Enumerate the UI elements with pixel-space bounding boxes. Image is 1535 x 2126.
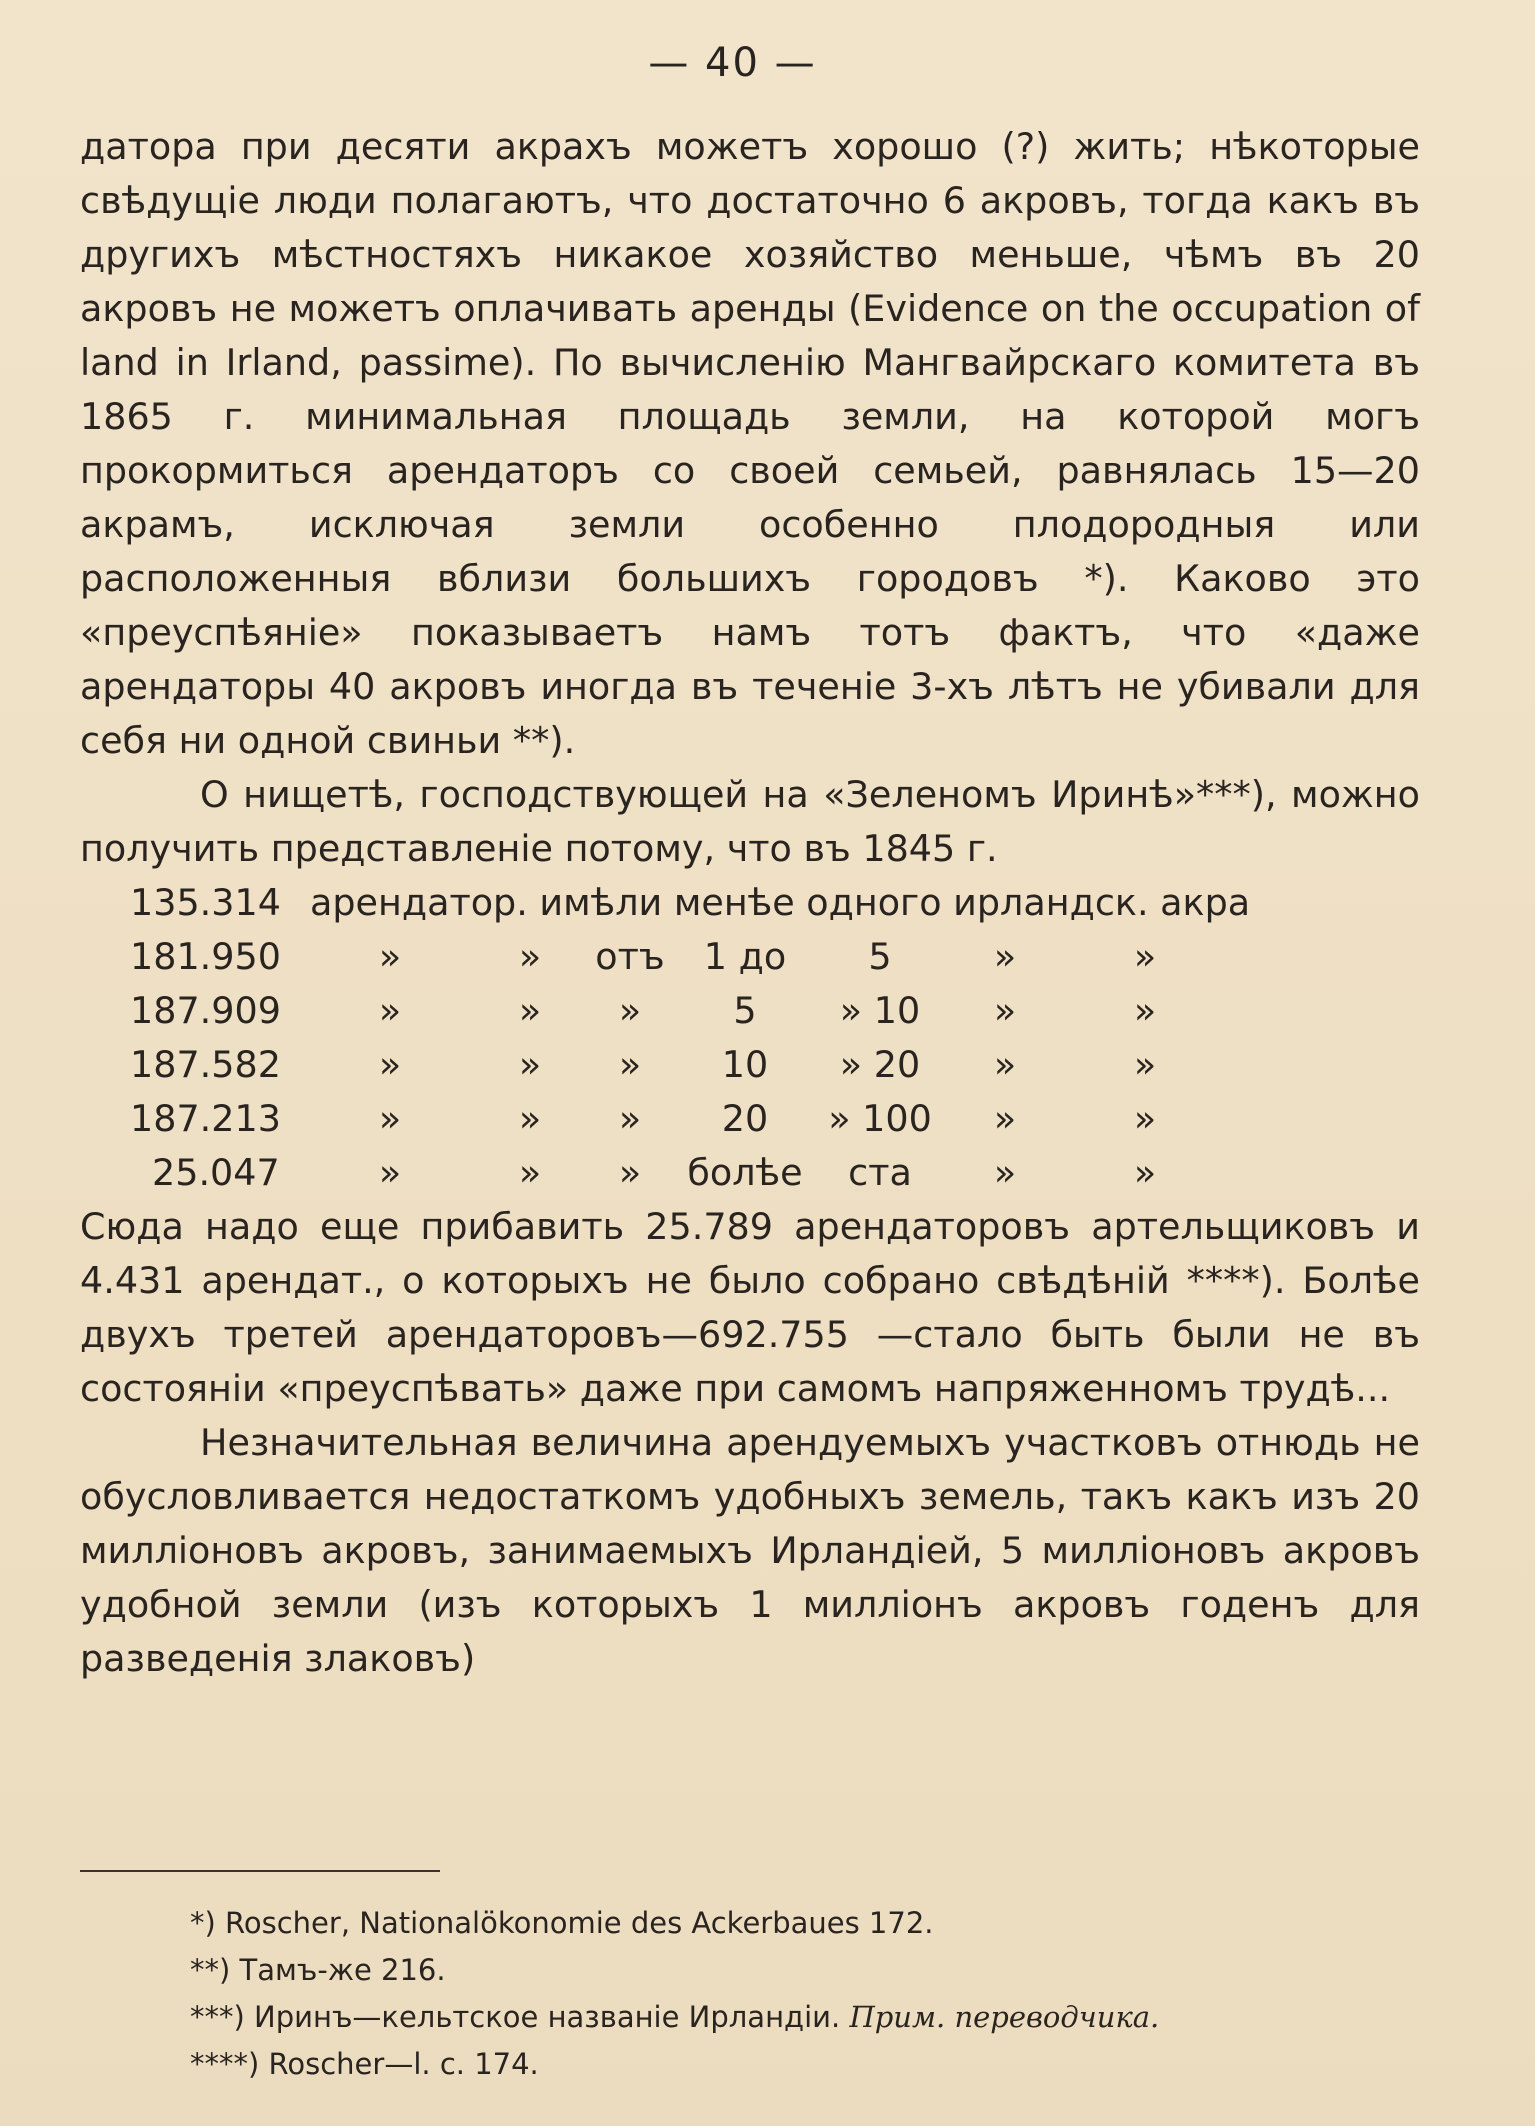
footnote-3-text: ***) Иринъ—кельтское названіе Ирландіи.: [190, 2000, 841, 2034]
paragraph-poverty: О нищетѣ, господствующей на «Зеленомъ Иринѣ»***), можно получить представленіе потому, что въ 1845 г.: [80, 773, 1420, 870]
table-cell: »: [518, 935, 542, 978]
paragraph-land-size: Незначительная величина арендуемыхъ участковъ отнюдь не обусловливается недостаткомъ удобныхъ земель, такъ какъ изъ 20 милліоновъ акровъ, занимаемыхъ Ирландіей, 5 милліоновъ акровъ удобной земли (изъ которыхъ 1 милліонъ акровъ годенъ для разведенія злаковъ): [80, 1421, 1420, 1680]
page-number: — 40 —: [648, 40, 817, 86]
table-cell: 1 до: [703, 935, 787, 978]
table-cell: »: [518, 989, 542, 1032]
translator-note: Прим. переводчика.: [849, 2000, 1160, 2034]
footnote-2: **) Тамъ-же 216.: [190, 1953, 446, 1987]
footnotes: [190, 1900, 1390, 2088]
table-cell: »: [378, 989, 402, 1032]
table-cell: »: [378, 1097, 402, 1140]
table-cell: »: [378, 935, 402, 978]
table-cell: »: [378, 1043, 402, 1086]
table-row-count: 187.909: [130, 989, 281, 1032]
table-cell: »: [618, 1151, 642, 1194]
table-cell: 20: [721, 1097, 769, 1140]
table-row-count: 187.582: [130, 1043, 281, 1086]
table-cell: »: [1133, 1043, 1157, 1086]
body-text: [80, 120, 1420, 1686]
paragraph-after-table: Сюда надо еще прибавить 25.789 арендаторовъ артельщиковъ и 4.431 арендат., о которыхъ не было собрано свѣдѣній ****). Болѣе двухъ третей арендаторовъ—692.755 —стало быть были не въ состояніи «преуспѣвать» даже при самомъ напряженномъ трудѣ...: [80, 1205, 1420, 1410]
table-cell: болѣе: [687, 1151, 803, 1194]
table-row-0-text: арендатор. имѣли менѣе одного ирландск. акра: [310, 881, 1251, 924]
table-cell: »: [518, 1043, 542, 1086]
table-cell: »: [518, 1097, 542, 1140]
table-row-0-count: 135.314: [130, 881, 281, 924]
footnote-4: ****) Roscher—l. c. 174.: [190, 2047, 539, 2081]
table-cell: »: [993, 989, 1017, 1032]
table-row-count: 181.950: [130, 935, 281, 978]
table-cell: отъ: [595, 935, 665, 978]
table-cell: »: [993, 1097, 1017, 1140]
table-cell: ста: [848, 1151, 912, 1194]
table-cell: »: [993, 1151, 1017, 1194]
table-cell: »: [1133, 989, 1157, 1032]
paragraph-continuation: датора при десяти акрахъ можетъ хорошо (?) жить; нѣкоторые свѣдущіе люди полагаютъ, что достаточно 6 акровъ, тогда какъ въ другихъ мѣстностяхъ никакое хозяйство меньше, чѣмъ въ 20 акровъ не можетъ оплачивать аренды (Evidence on the occupation of land in Irland, passime). По вычисленію Мангвайрскаго комитета въ 1865 г. минимальная площадь земли, на которой могъ прокормиться арендаторъ со своей семьей, равнялась 15—20 акрамъ, исключая земли особенно плодородныя или расположенныя вблизи большихъ городовъ *). Каково это «преуспѣяніе» показываетъ намъ тотъ фактъ, что «даже арендаторы 40 акровъ иногда въ теченіе 3-хъ лѣтъ не убивали для себя ни одной свиньи **).: [80, 125, 1420, 762]
table-cell: 10: [721, 1043, 769, 1086]
table-cell: »: [1133, 1151, 1157, 1194]
footnote-3: [190, 1994, 1390, 2041]
tenancy-table: [130, 876, 1251, 1200]
table-cell: »: [618, 1097, 642, 1140]
table-row-count: 187.213: [130, 1097, 281, 1140]
table-cell: 5: [733, 989, 757, 1032]
table-cell: »: [618, 989, 642, 1032]
table-cell: »: [993, 935, 1017, 978]
table-cell: »: [1133, 935, 1157, 978]
table-cell: »: [378, 1151, 402, 1194]
table-cell: » 10: [839, 989, 921, 1032]
footnote-divider: [80, 1870, 440, 1872]
table-cell: » 20: [839, 1043, 921, 1086]
table-cell: »: [518, 1151, 542, 1194]
table-cell: »: [993, 1043, 1017, 1086]
table-row-count: 25.047: [152, 1151, 280, 1194]
table-cell: »: [618, 1043, 642, 1086]
table-cell: 5: [868, 935, 892, 978]
table-cell: »: [1133, 1097, 1157, 1140]
footnote-1: *) Roscher, Nationalökonomie des Ackerbaues 172.: [190, 1906, 934, 1940]
table-cell: » 100: [828, 1097, 932, 1140]
